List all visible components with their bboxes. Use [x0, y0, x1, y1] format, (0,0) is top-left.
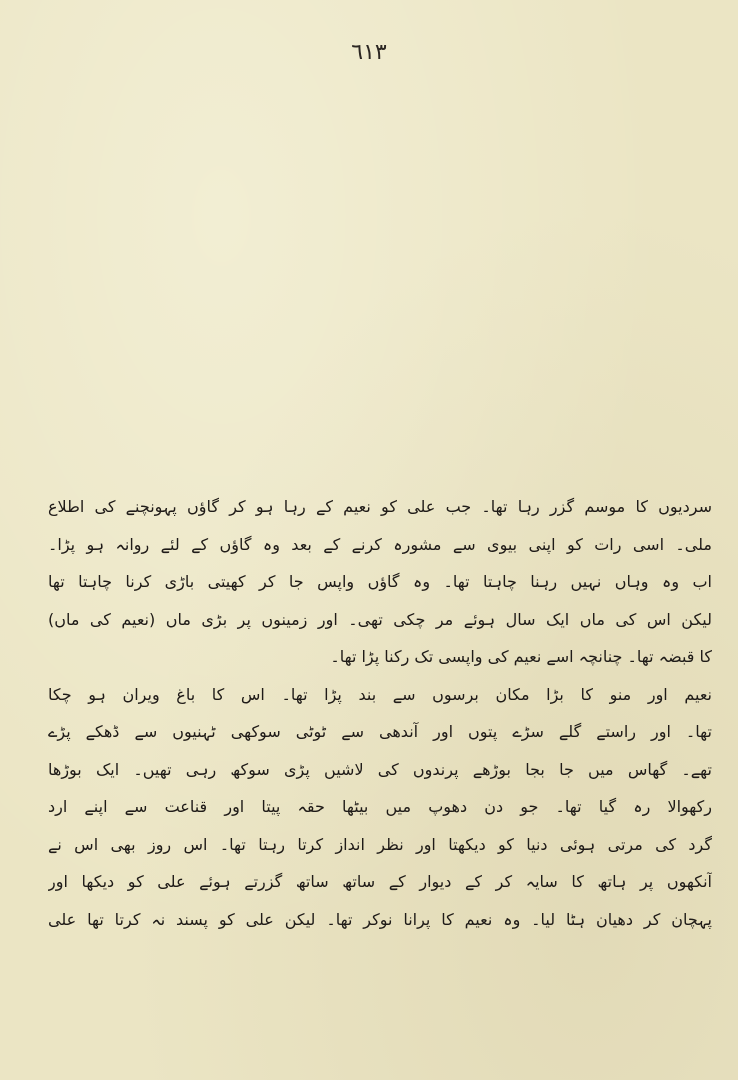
text-line: تھا۔ اور راستے گلے سڑے پتوں اور آندھی سے ٹوٹی سوکھی ٹہنیوں سے ڈھکے پڑے [48, 722, 712, 741]
text-line: لیکن اس کی ماں ایک سال ہوئے مر چکی تھی۔ اور زمینوں پر بڑی ماں (نعیم کی ماں) [48, 609, 712, 629]
text-line: کا قبضہ تھا۔ چنانچہ اسے نعیم کی واپسی تک رکنا پڑا تھا۔ [330, 647, 712, 666]
text-line: تھے۔ گھاس میں جا بجا بوڑھے پرندوں کی لاشیں پڑی سوکھ رہی تھیں۔ ایک بوڑھا [48, 759, 712, 779]
text-line: گرد کی مرتی ہوئی دنیا کو دیکھتا اور نظر انداز کرتا رہتا تھا۔ اس روز بھی اس نے [48, 834, 712, 854]
text-line: آنکھوں پر ہاتھ کا سایہ کر کے دیوار کے ساتھ ساتھ گزرتے ہوئے علی کو دیکھا اور [48, 872, 712, 891]
text-line: اب وہ وہاں نہیں رہنا چاہتا تھا۔ وہ گاؤں واپس جا کر کھیتی باڑی کرنا چاہتا تھا [48, 572, 712, 591]
text-line: رکھوالا رہ گیا تھا۔ جو دن دھوپ میں بیٹھا حقہ پیتا اور قناعت سے اپنے ارد [48, 797, 712, 816]
paragraph-2 [48, 676, 712, 939]
body-text [48, 488, 712, 938]
text-line: پہچان کر دھیان ہٹا لیا۔ وہ نعیم کا پرانا نوکر تھا۔ لیکن علی کو پسند نہ کرتا تھا علی [48, 909, 712, 929]
text-line: نعیم اور منو کا بڑا مکان برسوں سے بند پڑا تھا۔ اس کا باغ ویران ہو چکا [48, 684, 712, 704]
text-line: ملی۔ اسی رات کو اپنی بیوی سے مشورہ کرنے کے بعد وہ گاؤں کے لئے روانہ ہو پڑا۔ [48, 534, 712, 554]
paragraph-1 [48, 488, 712, 676]
text-line: سردیوں کا موسم گزر رہا تھا۔ جب علی کو نعیم کے رہا ہو کر گاؤں پہونچنے کی اطلاع [48, 497, 712, 516]
page-number: ٦١٣ [351, 40, 387, 65]
